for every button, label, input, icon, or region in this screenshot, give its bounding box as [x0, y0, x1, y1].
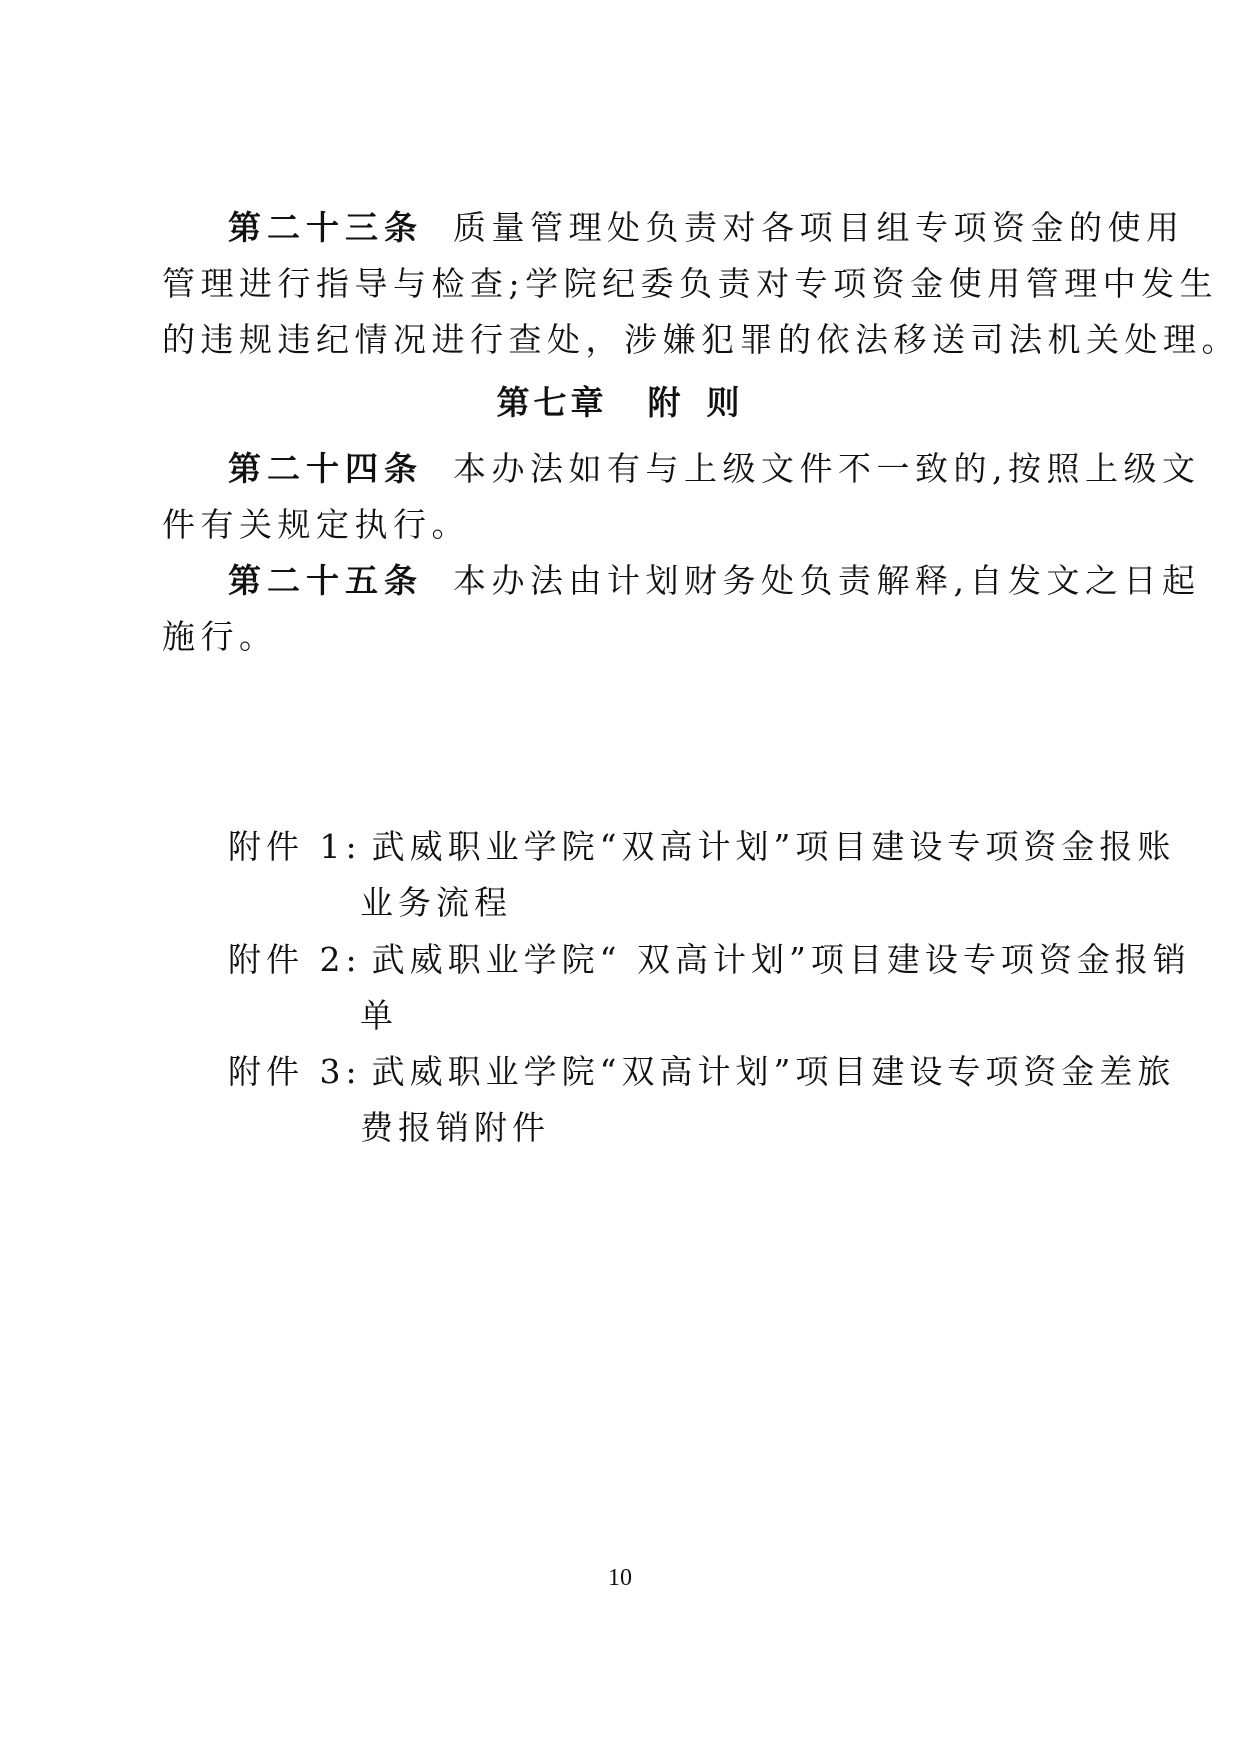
chapter-number: 第七章	[496, 383, 608, 422]
attachment-1-line-2: 业务流程	[360, 883, 512, 922]
article-23-line-1	[228, 208, 1185, 248]
article-23-heading: 第二十三条	[228, 208, 423, 247]
article-24-heading: 第二十四条	[228, 449, 423, 488]
attachment-2-label: 附件 2:	[228, 940, 362, 979]
article-24-line-1	[228, 449, 1201, 489]
chapter-heading	[0, 383, 1240, 423]
attachment-3-label: 附件 3:	[228, 1052, 362, 1091]
article-25-line-2: 施行。	[162, 617, 278, 656]
attachment-2-line-2: 单	[360, 996, 398, 1035]
article-23-line-3: 的违规违纪情况进行查处，涉嫌犯罪的依法移送司法机关处理。	[162, 320, 1240, 359]
attachment-3-line-1	[228, 1052, 1176, 1092]
article-23-text-1: 质量管理处负责对各项目组专项资金的使用	[453, 208, 1185, 247]
attachment-2-line-1	[228, 940, 1191, 980]
attachment-2-title: 武威职业学院“ 双高计划”项目建设专项资金报销	[371, 940, 1191, 979]
article-25-line-1	[228, 561, 1201, 601]
chapter-title-part-1: 附	[647, 383, 685, 422]
article-23-line-2: 管理进行指导与检查;学院纪委负责对专项资金使用管理中发生	[162, 264, 1219, 303]
chapter-title-part-2: 则	[706, 383, 744, 422]
article-24-line-2: 件有关规定执行。	[162, 505, 470, 544]
article-25-text-1: 本办法由计划财务处负责解释,自发文之日起	[453, 561, 1201, 600]
attachment-1-label: 附件 1:	[228, 827, 362, 866]
article-24-text-1: 本办法如有与上级文件不一致的,按照上级文	[453, 449, 1201, 488]
attachment-1-title: 武威职业学院“双高计划”项目建设专项资金报账	[371, 827, 1176, 866]
article-25-heading: 第二十五条	[228, 561, 423, 600]
attachment-3-title: 武威职业学院“双高计划”项目建设专项资金差旅	[371, 1052, 1176, 1091]
page-number: 10	[608, 1565, 632, 1591]
attachment-3-line-2: 费报销附件	[360, 1108, 550, 1147]
attachment-1-line-1	[228, 827, 1176, 867]
